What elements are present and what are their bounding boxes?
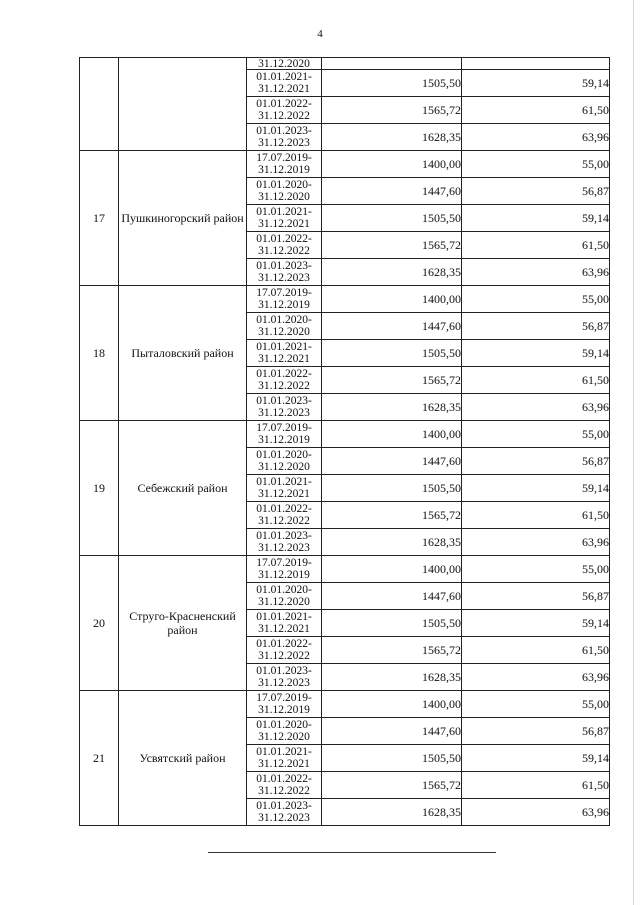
period-cell: 01.01.2023-31.12.2023: [247, 529, 322, 556]
rate-value-2: 63,96: [462, 529, 610, 556]
rate-value-2: 55,00: [462, 421, 610, 448]
rate-value-1: 1505,50: [322, 340, 462, 367]
rate-value-2: 63,96: [462, 124, 610, 151]
period-cell: 01.01.2022-31.12.2022: [247, 502, 322, 529]
rate-value-1: 1400,00: [322, 691, 462, 718]
rate-value-2: 61,50: [462, 232, 610, 259]
rate-value-1: 1447,60: [322, 448, 462, 475]
rate-value-2: 56,87: [462, 583, 610, 610]
period-cell: 17.07.2019-31.12.2019: [247, 556, 322, 583]
rate-value-2: 59,14: [462, 205, 610, 232]
rate-value-2: 63,96: [462, 664, 610, 691]
period-cell: 01.01.2023-31.12.2023: [247, 799, 322, 826]
rate-value-1: 1628,35: [322, 259, 462, 286]
period-cell: 01.01.2022-31.12.2022: [247, 232, 322, 259]
rate-value-2: 59,14: [462, 70, 610, 97]
rate-value-1: 1447,60: [322, 718, 462, 745]
district-name-cell: Себежский район: [119, 421, 247, 556]
period-cell: 01.01.2023-31.12.2023: [247, 124, 322, 151]
period-cell: 01.01.2021-31.12.2021: [247, 205, 322, 232]
period-cell: 01.01.2020-31.12.2020: [247, 583, 322, 610]
value-cell: [322, 58, 462, 70]
period-cell: 01.01.2021-31.12.2021: [247, 475, 322, 502]
period-cell: 17.07.2019-31.12.2019: [247, 151, 322, 178]
rate-value-2: 63,96: [462, 259, 610, 286]
district-name-cell: Пушкиногорский район: [119, 151, 247, 286]
rate-value-1: 1505,50: [322, 610, 462, 637]
period-cell: 17.07.2019-31.12.2019: [247, 286, 322, 313]
closing-rule: [208, 852, 496, 853]
rate-value-2: 63,96: [462, 799, 610, 826]
tariff-table-body: [80, 58, 610, 826]
row-number-cell: 21: [80, 691, 119, 826]
rate-value-1: 1400,00: [322, 286, 462, 313]
rate-value-1: 1447,60: [322, 178, 462, 205]
rate-value-1: 1400,00: [322, 556, 462, 583]
rate-value-1: 1565,72: [322, 772, 462, 799]
rate-value-2: 56,87: [462, 718, 610, 745]
period-cell: 01.01.2022-31.12.2022: [247, 97, 322, 124]
rate-value-1: 1565,72: [322, 502, 462, 529]
rate-value-2: 59,14: [462, 610, 610, 637]
period-cell: 01.01.2022-31.12.2022: [247, 637, 322, 664]
period-cell: 17.07.2019-31.12.2019: [247, 421, 322, 448]
rate-value-1: 1447,60: [322, 313, 462, 340]
period-cell: 01.01.2023-31.12.2023: [247, 664, 322, 691]
district-name-cell: Усвятский район: [119, 691, 247, 826]
period-cell: 01.01.2021-31.12.2021: [247, 745, 322, 772]
table-row: [80, 286, 610, 313]
district-name-cell: Струго-Красненский район: [119, 556, 247, 691]
row-number-cell: 19: [80, 421, 119, 556]
rate-value-2: 61,50: [462, 97, 610, 124]
rate-value-2: 59,14: [462, 745, 610, 772]
rate-value-2: 55,00: [462, 151, 610, 178]
rate-value-1: 1400,00: [322, 421, 462, 448]
rate-value-2: 61,50: [462, 502, 610, 529]
rate-value-2: 61,50: [462, 637, 610, 664]
rate-value-1: 1628,35: [322, 394, 462, 421]
rate-value-2: 55,00: [462, 556, 610, 583]
period-cell: 01.01.2021-31.12.2021: [247, 340, 322, 367]
period-cell: 01.01.2023-31.12.2023: [247, 394, 322, 421]
table-row: [80, 421, 610, 448]
scan-edge: [633, 0, 634, 905]
rate-value-1: 1628,35: [322, 529, 462, 556]
rate-value-2: 55,00: [462, 286, 610, 313]
table-row: [80, 151, 610, 178]
rate-value-1: 1400,00: [322, 151, 462, 178]
rate-value-2: 55,00: [462, 691, 610, 718]
rate-value-2: 56,87: [462, 448, 610, 475]
period-cell: 31.12.2020: [247, 58, 322, 70]
rate-value-1: 1628,35: [322, 799, 462, 826]
page-number: 4: [317, 28, 323, 40]
rate-value-2: 56,87: [462, 313, 610, 340]
rate-value-2: 59,14: [462, 475, 610, 502]
row-number-cell: 18: [80, 286, 119, 421]
rate-value-1: 1565,72: [322, 637, 462, 664]
period-cell: 01.01.2022-31.12.2022: [247, 772, 322, 799]
row-number-cell: 17: [80, 151, 119, 286]
table-row: [80, 58, 610, 70]
district-name-cell: Пыталовский район: [119, 286, 247, 421]
period-cell: 01.01.2020-31.12.2020: [247, 448, 322, 475]
rate-value-2: 56,87: [462, 178, 610, 205]
rate-value-1: 1505,50: [322, 475, 462, 502]
period-cell: 01.01.2020-31.12.2020: [247, 718, 322, 745]
rate-value-1: 1628,35: [322, 664, 462, 691]
rate-value-2: 63,96: [462, 394, 610, 421]
table-row: [80, 556, 610, 583]
period-cell: 01.01.2020-31.12.2020: [247, 178, 322, 205]
period-cell: 01.01.2023-31.12.2023: [247, 259, 322, 286]
period-cell: 01.01.2022-31.12.2022: [247, 367, 322, 394]
tariff-table: [79, 57, 610, 826]
row-number-cell: 20: [80, 556, 119, 691]
period-cell: 01.01.2020-31.12.2020: [247, 313, 322, 340]
rate-value-1: 1628,35: [322, 124, 462, 151]
district-cell: [119, 58, 247, 151]
period-cell: 17.07.2019-31.12.2019: [247, 691, 322, 718]
rate-value-1: 1505,50: [322, 745, 462, 772]
rate-value-1: 1505,50: [322, 205, 462, 232]
table-row: [80, 691, 610, 718]
rate-value-1: 1447,60: [322, 583, 462, 610]
rate-value-2: 61,50: [462, 367, 610, 394]
rate-value-1: 1565,72: [322, 97, 462, 124]
rate-value-1: 1565,72: [322, 232, 462, 259]
period-cell: 01.01.2021-31.12.2021: [247, 70, 322, 97]
rate-value-1: 1505,50: [322, 70, 462, 97]
rate-value-2: 61,50: [462, 772, 610, 799]
rate-value-1: 1565,72: [322, 367, 462, 394]
period-cell: 01.01.2021-31.12.2021: [247, 610, 322, 637]
row-number-cell: [80, 58, 119, 151]
value-cell: [462, 58, 610, 70]
rate-value-2: 59,14: [462, 340, 610, 367]
